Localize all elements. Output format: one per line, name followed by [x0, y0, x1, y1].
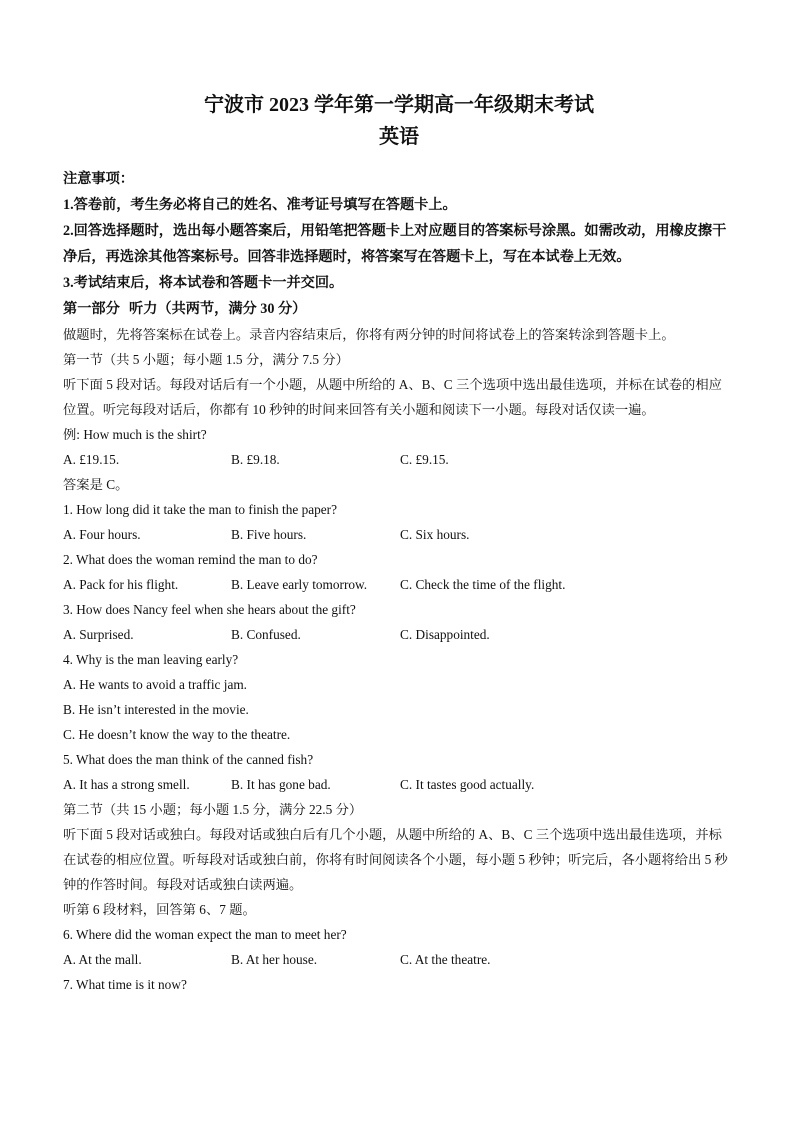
question-1-options — [63, 522, 735, 547]
part1-instruction: 做题时，先将答案标在试卷上。录音内容结束后，你将有两分钟的时间将试卷上的答案转涂到答题卡上。 — [63, 327, 675, 342]
option-c: C. Six hours. — [400, 527, 470, 542]
part1-title: 听力（共两节，满分 30 分） — [129, 301, 307, 317]
option-a: A. Pack for his flight. — [63, 577, 179, 592]
part1-label: 第一部分 — [63, 301, 120, 317]
option-c: C. £9.15. — [400, 452, 449, 467]
option-c: C. It tastes good actually. — [400, 777, 535, 792]
question-5-options — [63, 772, 735, 797]
notice-item-3: 3.考试结束后，将本试卷和答题卡一并交回。 — [63, 275, 344, 291]
example-options — [63, 447, 735, 472]
question-5: 5. What does the man think of the canned fish? — [63, 752, 314, 767]
question-3-options — [63, 622, 735, 647]
example-question: 例: How much is the shirt? — [63, 427, 207, 442]
question-4-option-b: B. He isn’t interested in the movie. — [63, 702, 249, 717]
question-7: 7. What time is it now? — [63, 977, 187, 992]
question-3: 3. How does Nancy feel when she hears about the gift? — [63, 602, 356, 617]
question-6: 6. Where did the woman expect the man to meet her? — [63, 927, 347, 942]
notice-item-1: 1.答卷前，考生务必将自己的姓名、准考证号填写在答题卡上。 — [63, 197, 457, 213]
question-6-options — [63, 947, 735, 972]
notice-item-2: 2.回答选择题时，选出每小题答案后，用铅笔把答题卡上对应题目的答案标号涂黑。如需改动，用橡皮擦干净后，再选涂其他答案标号。回答非选择题时，将答案写在答题卡上，写在本试卷上无效。 — [63, 223, 727, 265]
section2-instruction: 听下面 5 段对话或独白。每段对话或独白后有几个小题，从题中所给的 A、B、C 三个选项中选出最佳选项，并标在试卷的相应位置。听每段对话或独白前，你将有时间阅读各个小题，每小题 5 秒钟；听完后，各小题将给出 5 秒钟的作答时间。每段对话或独白读两遍。 — [63, 827, 728, 892]
exam-title: 宁波市 2023 学年第一学期高一年级期末考试 — [204, 94, 594, 116]
option-a: A. It has a strong smell. — [63, 777, 190, 792]
option-c: C. At the theatre. — [400, 952, 491, 967]
section1-title: 第一节（共 5 小题；每小题 1.5 分，满分 7.5 分） — [63, 352, 349, 367]
part1-heading — [63, 296, 735, 322]
exam-subject: 英语 — [379, 126, 419, 148]
question-4: 4. Why is the man leaving early? — [63, 652, 239, 667]
option-b: B. Leave early tomorrow. — [231, 577, 368, 592]
option-a: A. £19.15. — [63, 452, 120, 467]
option-b: B. Five hours. — [231, 527, 307, 542]
question-2: 2. What does the woman remind the man to do? — [63, 552, 318, 567]
option-a: A. At the mall. — [63, 952, 142, 967]
example-answer: 答案是 C。 — [63, 477, 129, 492]
question-4-option-c: C. He doesn’t know the way to the theatre. — [63, 727, 291, 742]
section1-instruction: 听下面 5 段对话。每段对话后有一个小题，从题中所给的 A、B、C 三个选项中选出最佳选项，并标在试卷的相应位置。听完每段对话后，你都有 10 秒钟的时间来回答有关小题和阅读下一小题。每段对话仅读一遍。 — [63, 377, 722, 417]
material-6-heading: 听第 6 段材料，回答第 6、7 题。 — [63, 902, 256, 917]
exam-page — [63, 92, 735, 997]
option-a: A. Four hours. — [63, 527, 141, 542]
option-c: C. Disappointed. — [400, 627, 490, 642]
question-2-options — [63, 572, 735, 597]
question-4-option-a: A. He wants to avoid a traffic jam. — [63, 677, 248, 692]
option-b: B. Confused. — [231, 627, 301, 642]
option-a: A. Surprised. — [63, 627, 134, 642]
option-b: B. £9.18. — [231, 452, 280, 467]
question-1: 1. How long did it take the man to finish the paper? — [63, 502, 338, 517]
option-c: C. Check the time of the flight. — [400, 577, 566, 592]
option-b: B. It has gone bad. — [231, 777, 331, 792]
section2-title: 第二节（共 15 小题；每小题 1.5 分，满分 22.5 分） — [63, 802, 363, 817]
notice-heading: 注意事项： — [63, 171, 134, 187]
option-b: B. At her house. — [231, 952, 318, 967]
